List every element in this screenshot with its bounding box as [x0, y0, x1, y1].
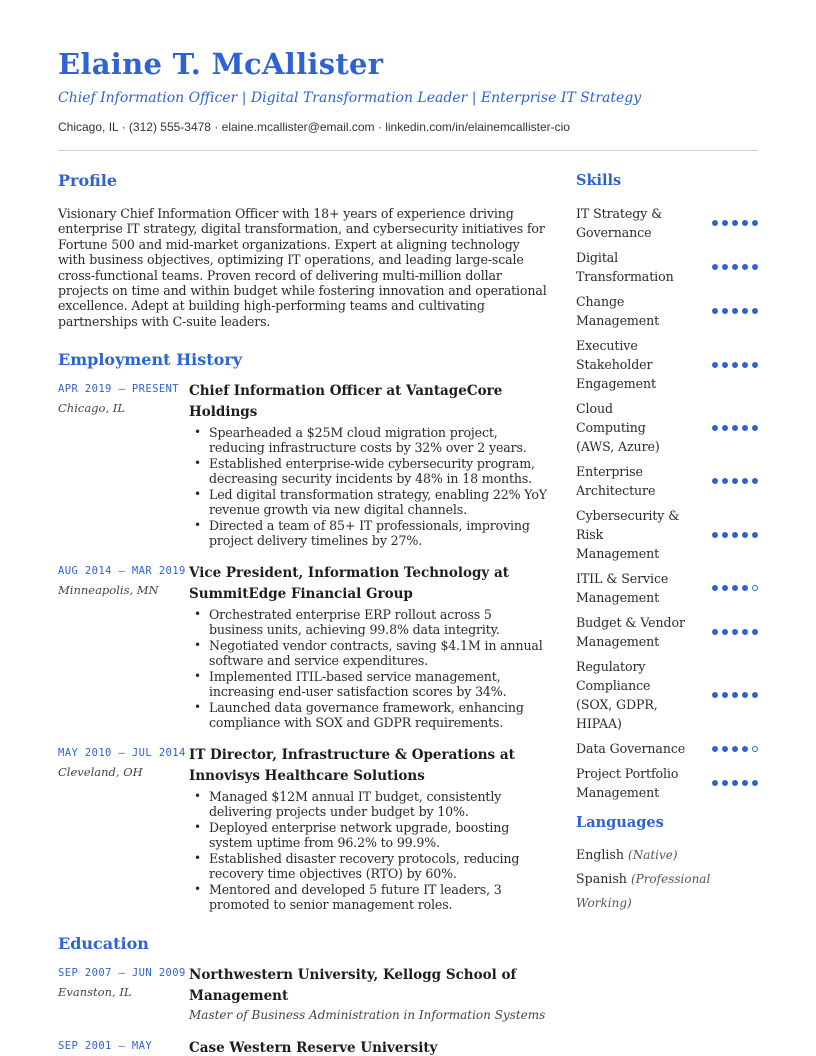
rating-dot-filled [722, 308, 728, 314]
skill-rating [712, 746, 758, 752]
rating-dot-filled [712, 220, 718, 226]
skill-name: Budget & Vendor Management [576, 615, 685, 649]
rating-dot-filled [712, 629, 718, 635]
rating-dot-filled [732, 585, 738, 591]
job-location: Minneapolis, MN [58, 583, 159, 598]
skill-name: Project Portfolio Management [576, 766, 679, 800]
rating-dot-filled [742, 532, 748, 538]
rating-dot-filled [742, 629, 748, 635]
rating-dot-filled [722, 692, 728, 698]
job-role: Chief Information Officer at VantageCore Holdings [189, 383, 503, 421]
school-name: Northwestern University, Kellogg School of Management [189, 967, 517, 1005]
education-heading: Education [58, 934, 149, 954]
skill-name: ITIL & Service Management [576, 571, 669, 605]
skill-item [576, 764, 760, 802]
language-level: (Professional Working) [576, 872, 711, 910]
rating-dot-filled [742, 692, 748, 698]
rating-dot-filled [742, 308, 748, 314]
language-name: Spanish [576, 871, 627, 886]
skill-name: Data Governance [576, 741, 686, 756]
skill-name: Change Management [576, 294, 660, 328]
rating-dot-filled [722, 746, 728, 752]
achievement-bullet: • Negotiated vendor contracts, saving $4.1M in annual software and service expenditures. [189, 638, 548, 668]
profile-section [58, 170, 548, 329]
job-meta [58, 381, 189, 549]
rating-dot-filled [722, 585, 728, 591]
language-item [576, 843, 760, 867]
rating-dot-filled [732, 629, 738, 635]
rating-dot-filled [732, 478, 738, 484]
education-section [58, 933, 548, 1056]
rating-dot-filled [712, 264, 718, 270]
rating-dot-filled [732, 746, 738, 752]
skill-rating [712, 629, 758, 635]
language-name: English [576, 847, 624, 862]
achievement-bullet: • Established enterprise-wide cybersecurity program, decreasing security incidents by 48% in 18 months. [189, 456, 548, 486]
skill-item [576, 657, 760, 733]
skill-name: Regulatory Compliance (SOX, GDPR, HIPAA) [576, 659, 658, 731]
employment-heading: Employment History [58, 350, 243, 370]
rating-dot-filled [732, 264, 738, 270]
job-meta [58, 745, 189, 913]
education-details [189, 965, 548, 1024]
job-dates: MAY 2010 — JUL 2014 [58, 747, 186, 760]
rating-dot-filled [742, 478, 748, 484]
profile-summary: Visionary Chief Information Officer with 18+ years of experience driving enterprise IT strategy, digital transformation, and cybersecurity initiatives for Fortune 500 and mid-market organizations. Expert at aligning technology with business objectives, optimizing IT operations, and leading large-scale cross-functional teams. Proven record of delivering multi-million dollar projects on time and within budget while fostering innovation and operational excellence. Adept at building high-performing teams and cultivating partnerships with C-suite leaders. [58, 206, 547, 329]
achievement-bullet: • Mentored and developed 5 future IT leaders, 3 promoted to senior management roles. [189, 882, 548, 912]
job-location: Chicago, IL [58, 401, 125, 416]
contact-line: Chicago, IL · (312) 555-3478 · elaine.mcallister@email.com · linkedin.com/in/elainemcallister-cio [58, 120, 570, 134]
rating-dot-filled [752, 362, 758, 368]
skill-rating [712, 425, 758, 431]
rating-dot-empty [752, 746, 758, 752]
skill-name: Digital Transformation [576, 250, 674, 284]
language-level: (Native) [628, 848, 678, 862]
skills-heading: Skills [576, 172, 622, 189]
rating-dot-filled [712, 780, 718, 786]
skill-name: Cybersecurity & Risk Management [576, 508, 680, 561]
rating-dot-filled [722, 478, 728, 484]
rating-dot-filled [752, 425, 758, 431]
rating-dot-filled [732, 692, 738, 698]
rating-dot-filled [712, 585, 718, 591]
rating-dot-filled [752, 532, 758, 538]
resume-header [58, 46, 758, 135]
job-entry [58, 745, 548, 913]
side-column [576, 170, 760, 915]
candidate-name: Elaine T. McAllister [58, 47, 384, 81]
employment-section [58, 349, 548, 913]
achievement-bullet: • Spearheaded a $25M cloud migration project, reducing infrastructure costs by 32% over 2 years. [189, 425, 548, 455]
skill-rating [712, 780, 758, 786]
skills-list [576, 204, 760, 802]
rating-dot-filled [722, 532, 728, 538]
rating-dot-filled [712, 478, 718, 484]
achievement-bullet: • Orchestrated enterprise ERP rollout across 5 business units, achieving 99.8% data integrity. [189, 607, 548, 637]
skill-item [576, 613, 760, 651]
job-meta [58, 563, 189, 731]
skill-item [576, 506, 760, 563]
rating-dot-filled [752, 692, 758, 698]
skill-rating [712, 692, 758, 698]
education-details [189, 1038, 548, 1056]
rating-dot-filled [742, 362, 748, 368]
rating-dot-filled [712, 746, 718, 752]
rating-dot-filled [732, 780, 738, 786]
skill-item [576, 739, 760, 758]
main-column [58, 170, 548, 1056]
job-role: Vice President, Information Technology at SummitEdge Financial Group [189, 565, 509, 603]
rating-dot-filled [732, 425, 738, 431]
rating-dot-filled [752, 478, 758, 484]
job-details [189, 745, 548, 913]
rating-dot-filled [752, 629, 758, 635]
skill-item [576, 248, 760, 286]
rating-dot-filled [712, 362, 718, 368]
skill-rating [712, 308, 758, 314]
job-location: Cleveland, OH [58, 765, 143, 780]
rating-dot-filled [742, 425, 748, 431]
language-item [576, 867, 760, 915]
job-role: IT Director, Infrastructure & Operations at Innovisys Healthcare Solutions [189, 747, 515, 785]
rating-dot-filled [732, 362, 738, 368]
rating-dot-filled [742, 220, 748, 226]
job-list [58, 381, 548, 913]
job-dates: AUG 2014 — MAR 2019 [58, 565, 186, 578]
skill-item [576, 336, 760, 393]
education-entry [58, 965, 548, 1024]
job-achievements [189, 607, 548, 730]
skill-rating [712, 362, 758, 368]
skill-item [576, 292, 760, 330]
school-name: Case Western Reserve University [189, 1040, 438, 1056]
achievement-bullet: • Directed a team of 85+ IT professionals, improving project delivery timelines by 27%. [189, 518, 548, 548]
job-details [189, 381, 548, 549]
languages-list [576, 843, 760, 915]
skill-item [576, 462, 760, 500]
skill-name: Enterprise Architecture [576, 464, 656, 498]
rating-dot-filled [742, 585, 748, 591]
skill-name: IT Strategy & Governance [576, 206, 663, 240]
rating-dot-filled [712, 532, 718, 538]
skill-item [576, 569, 760, 607]
rating-dot-filled [732, 532, 738, 538]
rating-dot-filled [722, 425, 728, 431]
education-dates: SEP 2007 — JUN 2009 [58, 967, 186, 980]
rating-dot-filled [732, 308, 738, 314]
rating-dot-filled [732, 220, 738, 226]
education-list [58, 965, 548, 1056]
skill-item [576, 399, 760, 456]
skill-name: Cloud Computing (AWS, Azure) [576, 401, 660, 454]
header-divider [58, 150, 758, 151]
languages-heading: Languages [576, 814, 664, 831]
skill-rating [712, 264, 758, 270]
achievement-bullet: • Implemented ITIL-based service management, increasing end-user satisfaction scores by 34%. [189, 669, 548, 699]
languages-section [576, 812, 760, 915]
skill-item [576, 204, 760, 242]
rating-dot-filled [712, 425, 718, 431]
education-location: Evanston, IL [58, 985, 132, 1000]
rating-dot-filled [722, 220, 728, 226]
rating-dot-filled [722, 780, 728, 786]
candidate-tagline: Chief Information Officer | Digital Transformation Leader | Enterprise IT Strategy [58, 90, 642, 106]
job-details [189, 563, 548, 731]
rating-dot-filled [722, 362, 728, 368]
rating-dot-filled [722, 629, 728, 635]
job-achievements [189, 425, 548, 548]
education-meta [58, 965, 189, 1024]
job-entry [58, 381, 548, 549]
rating-dot-filled [722, 264, 728, 270]
rating-dot-empty [752, 585, 758, 591]
education-dates: SEP 2001 — MAY [58, 1040, 153, 1053]
job-entry [58, 563, 548, 731]
skill-rating [712, 585, 758, 591]
achievement-bullet: • Launched data governance framework, enhancing compliance with SOX and GDPR requirements. [189, 700, 548, 730]
rating-dot-filled [752, 780, 758, 786]
skill-name: Executive Stakeholder Engagement [576, 338, 656, 391]
education-entry [58, 1038, 548, 1056]
rating-dot-filled [742, 746, 748, 752]
achievement-bullet: • Led digital transformation strategy, enabling 22% YoY revenue growth via new digital channels. [189, 487, 548, 517]
education-meta [58, 1038, 189, 1056]
rating-dot-filled [742, 780, 748, 786]
rating-dot-filled [742, 264, 748, 270]
rating-dot-filled [752, 308, 758, 314]
job-dates: APR 2019 — PRESENT [58, 383, 179, 396]
degree-name: Master of Business Administration in Information Systems [189, 1008, 546, 1023]
achievement-bullet: • Established disaster recovery protocols, reducing recovery time objectives (RTO) by 60%. [189, 851, 548, 881]
rating-dot-filled [752, 264, 758, 270]
profile-heading: Profile [58, 171, 118, 190]
job-achievements [189, 789, 548, 912]
achievement-bullet: • Managed $12M annual IT budget, consistently delivering projects under budget by 10%. [189, 789, 548, 819]
rating-dot-filled [752, 220, 758, 226]
skill-rating [712, 478, 758, 484]
skills-section [576, 170, 760, 802]
skill-rating [712, 220, 758, 226]
rating-dot-filled [712, 308, 718, 314]
skill-rating [712, 532, 758, 538]
achievement-bullet: • Deployed enterprise network upgrade, boosting system uptime from 96.2% to 99.9%. [189, 820, 548, 850]
rating-dot-filled [712, 692, 718, 698]
